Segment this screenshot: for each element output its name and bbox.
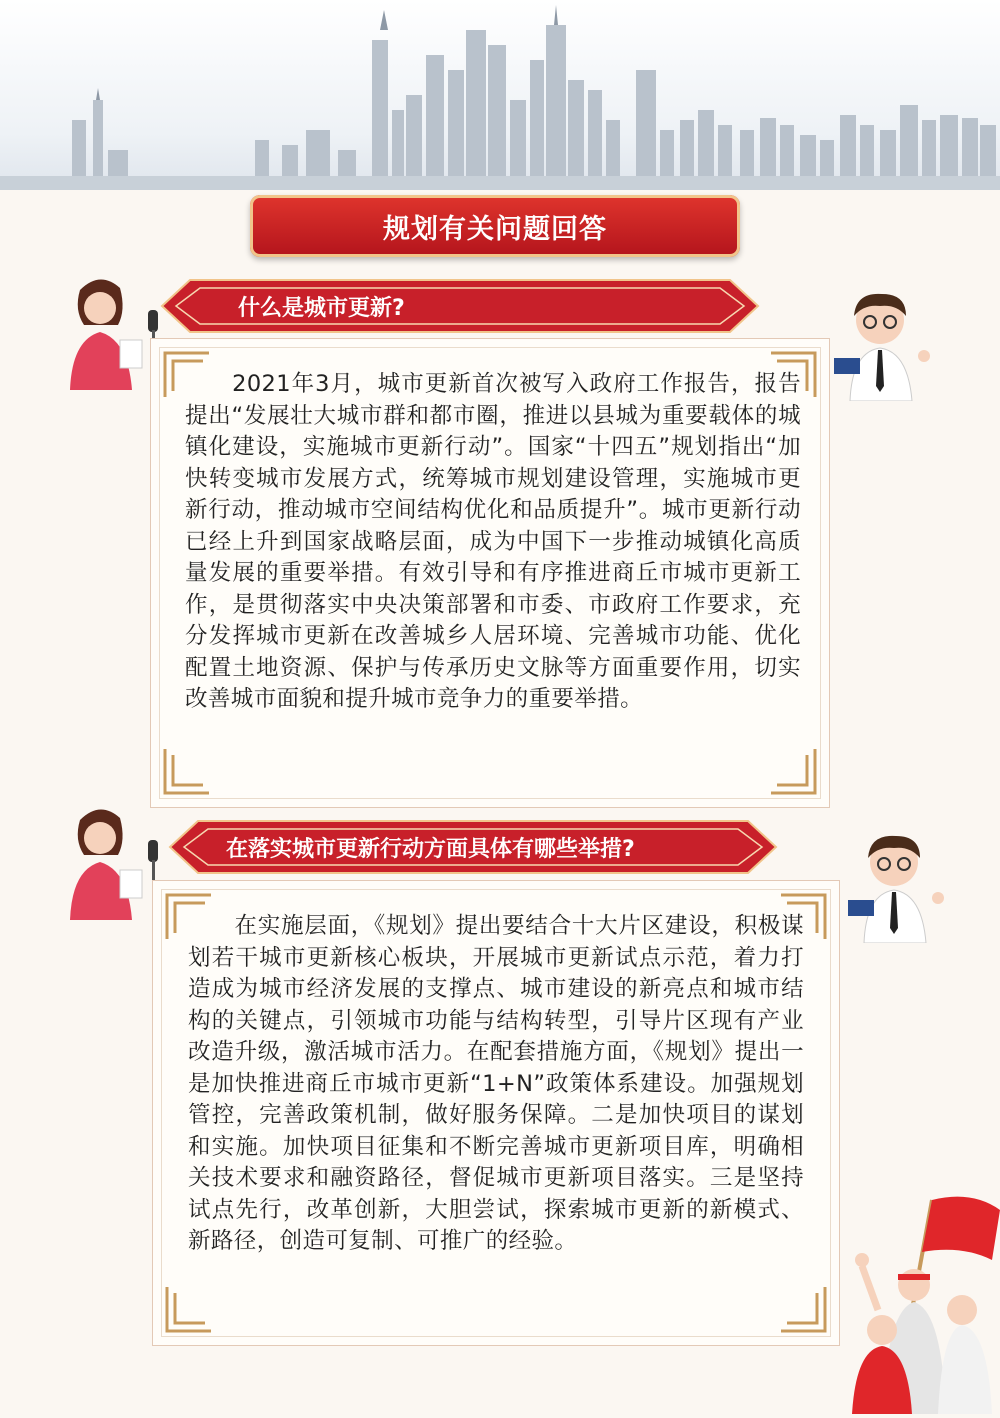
question-ribbon-1 (160, 278, 760, 334)
question-label-1: 什么是城市更新? (238, 295, 405, 321)
page-title-banner (250, 195, 740, 257)
corner-ornament-icon (163, 747, 211, 795)
corner-ornament-icon (769, 747, 817, 795)
answer-text-1: 2021年3月，城市更新首次被写入政府工作报告，报告提出“发展壮大城市群和都市圈，推进以县城为重要载体的城镇化建设，实施城市更新行动”。国家“十四五”规划指出“加快转变城市发展方式，统筹城市规划建设管理，实施城市更新行动，推动城市空间结构优化和品质提升”。城市更新行动已经上升到国家战略层面，成为中国下一步推动城镇化高质量发展的重要举措。有效引导和有序推进商丘市城市更新工作，是贯彻落实中央决策部署和市委、市政府工作要求，充分发挥城市更新在改善城乡人居环境、完善城市功能、优化配置土地资源、保护与传承历史文脉等方面重要作用，切实改善城市面貌和提升城市竞争力的重要举措。 (185, 371, 801, 712)
corner-ornament-icon (779, 1285, 827, 1333)
city-skyline-illustration (0, 0, 1000, 190)
student-boy-avatar (826, 286, 941, 401)
question-ribbon-2 (168, 819, 778, 875)
page-title: 规划有关问题回答 (383, 213, 607, 245)
student-boy-avatar (840, 828, 955, 943)
corner-ornament-icon (165, 1285, 213, 1333)
question-label-2: 在落实城市更新行动方面具体有哪些举措? (226, 836, 635, 862)
flag-crowd-illustration (842, 1190, 1000, 1414)
answer-text-2: 在实施层面，《规划》提出要结合十大片区建设，积极谋划若干城市更新核心板块，开展城市更新试点示范，着力打造成为城市经济发展的支撑点、城市建设的新亮点和城市结构的关键点，引领城市功能与结构转型，引导片区现有产业改造升级，激活城市活力。在配套措施方面，《规划》提出一是加快推进商丘市城市更新“1+N”政策体系建设。加强规划管控，完善政策机制，做好服务保障。二是加快项目的谋划和实施。加快项目征集和不断完善城市更新项目库，明确相关技术要求和融资路径，督促城市更新项目落实。三是坚持试点先行，改革创新，大胆尝试，探索城市更新的新模式、新路径，创造可复制、可推广的经验。 (188, 913, 804, 1254)
